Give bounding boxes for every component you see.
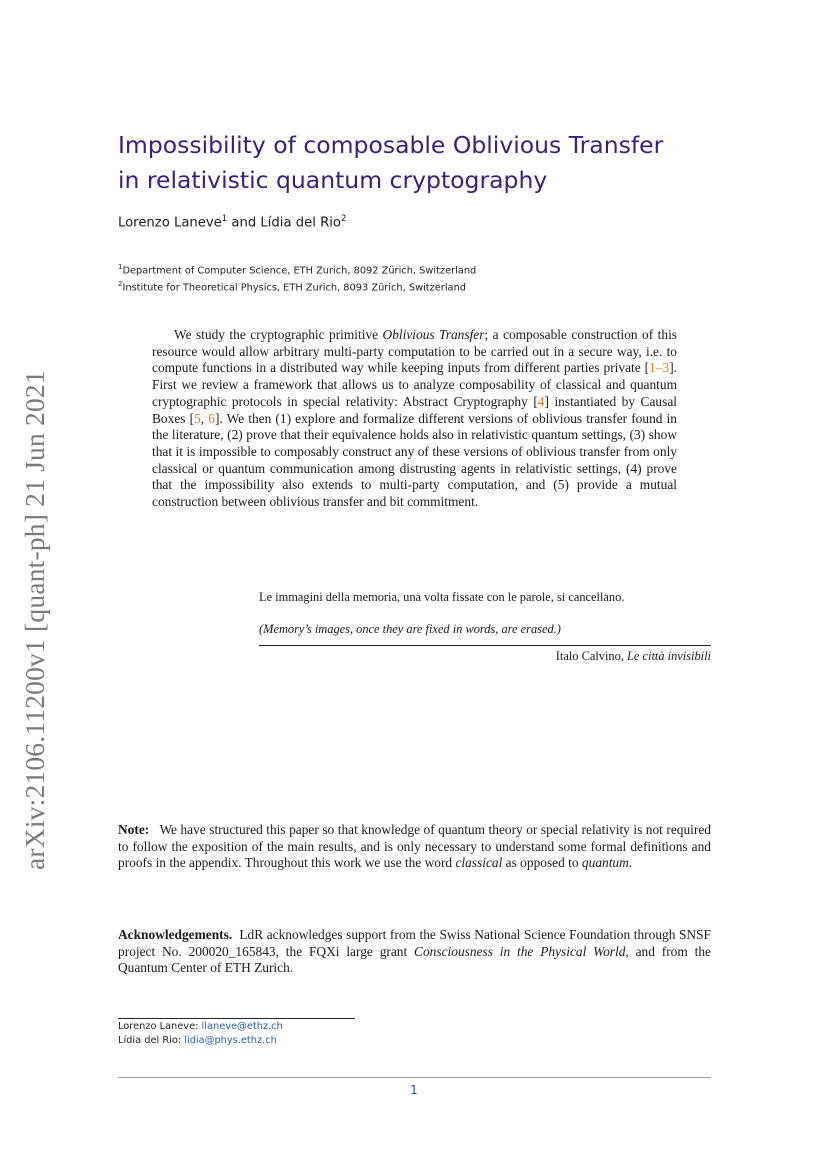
abstract-text: ] instantiated by Causal Boxes [ <box>152 393 677 426</box>
author-conjunction: and <box>227 215 261 231</box>
arxiv-identifier-stamp: arXiv:2106.11200v1 [quant-ph] 21 Jun 2021 <box>19 370 50 870</box>
author-list <box>118 214 346 230</box>
title-line-2: in relativistic quantum cryptography <box>118 166 548 194</box>
page-footer-divider <box>118 1077 711 1078</box>
note-label: Note: <box>118 822 150 837</box>
citation-link[interactable]: 6 <box>208 410 215 426</box>
affiliation-marker: 1 <box>221 214 228 224</box>
affiliation-marker: 2 <box>340 214 347 224</box>
acknowledgements-text: , and from the Quantum Center of ETH Zurich. <box>118 943 711 976</box>
email-link[interactable]: llaneve@ethz.ch <box>201 1021 283 1032</box>
epigraph <box>259 590 711 664</box>
note-text: . <box>628 855 633 871</box>
author-name: Lídia del Rio <box>260 215 341 231</box>
affiliation <box>118 263 476 276</box>
citation-link[interactable]: 1–3 <box>649 360 670 376</box>
abstract-text: ]. First we review a framework that allows us to analyze composability of classical and quantum cryptographic protocols in special relativity: Abstract Cryptography [ <box>152 360 677 409</box>
contact-name: Lídia del Rio: <box>118 1035 185 1046</box>
epigraph-divider <box>259 645 711 646</box>
citation-link[interactable]: 5 <box>194 410 201 426</box>
title-line-1: Impossibility of composable Oblivious Transfer <box>118 131 664 159</box>
citation-link[interactable]: 4 <box>537 393 545 409</box>
note-text: as opposed to <box>502 855 582 871</box>
contact-line <box>118 1035 277 1046</box>
epigraph-translation: (Memory’s images, once they are fixed in words, are erased.) <box>259 622 561 636</box>
note-text: We have structured this paper so that knowledge of quantum theory or special relativity is not required to follow the exposition of the main results, and is only necessary to understand some formal definitions and proofs in the appendix. Throughout this work we use the word <box>118 822 711 871</box>
footnote-divider <box>118 1018 355 1019</box>
acknowledgements-paragraph <box>118 927 711 977</box>
epigraph-author: Italo Calvino, <box>555 649 628 663</box>
email-link[interactable]: lidia@phys.ethz.ch <box>184 1035 277 1046</box>
abstract-emphasis: Oblivious Transfer <box>382 327 485 342</box>
contact-line <box>118 1021 283 1032</box>
abstract-text: We study the cryptographic primitive <box>174 327 383 342</box>
note-emphasis: classical <box>455 855 503 871</box>
note-emphasis: quantum <box>581 855 629 871</box>
abstract-text: , <box>200 410 209 426</box>
affiliation-marker: 2 <box>118 280 123 288</box>
epigraph-attribution <box>259 649 711 664</box>
note-paragraph <box>118 822 711 872</box>
author-name: Lorenzo Laneve <box>118 215 222 231</box>
affiliation <box>118 280 466 293</box>
acknowledgements-text: LdR acknowledges support from the Swiss National Science Foundation through SNSF project No. 200020_165843, the FQXi large grant <box>118 927 711 959</box>
epigraph-work: Le città invisibili <box>627 649 711 663</box>
acknowledgements-emphasis: Consciousness in the Physical World <box>414 943 626 959</box>
abstract-text: ]. We then (1) explore and formalize different versions of oblivious transfer found in the literature, (2) prove that their equivalence holds also in relativistic quantum settings, (3) show that it is impossible to composably construct any of these versions of oblivious transfer from only classical or quantum communication among distrusting agents in relativistic settings, (4) prove that the impossibility also extends to multi-party computation, and (5) provide a mutual construction between oblivious transfer and bit commitment. <box>152 410 677 510</box>
abstract <box>152 327 677 511</box>
abstract-text: ; a composable construction of this resource would allow arbitrary multi-party computation to be carried out in a secure way, i.e. to compute functions in a distributed way while keeping inputs from different parties private [ <box>152 327 677 376</box>
affiliation-marker: 1 <box>118 263 123 271</box>
contact-name: Lorenzo Laneve: <box>118 1021 202 1032</box>
affiliation-text: Department of Computer Science, ETH Zurich, 8092 Zürich, Switzerland <box>122 265 477 277</box>
page-number[interactable]: 1 <box>410 1083 418 1097</box>
affiliation-text: Institute for Theoretical Physics, ETH Zurich, 8093 Zürich, Switzerland <box>122 282 466 294</box>
acknowledgements-label: Acknowledgements. <box>118 927 233 942</box>
epigraph-quote: Le immagini della memoria, una volta fissate con le parole, si cancellano. <box>259 590 625 604</box>
paper-title <box>118 128 738 198</box>
